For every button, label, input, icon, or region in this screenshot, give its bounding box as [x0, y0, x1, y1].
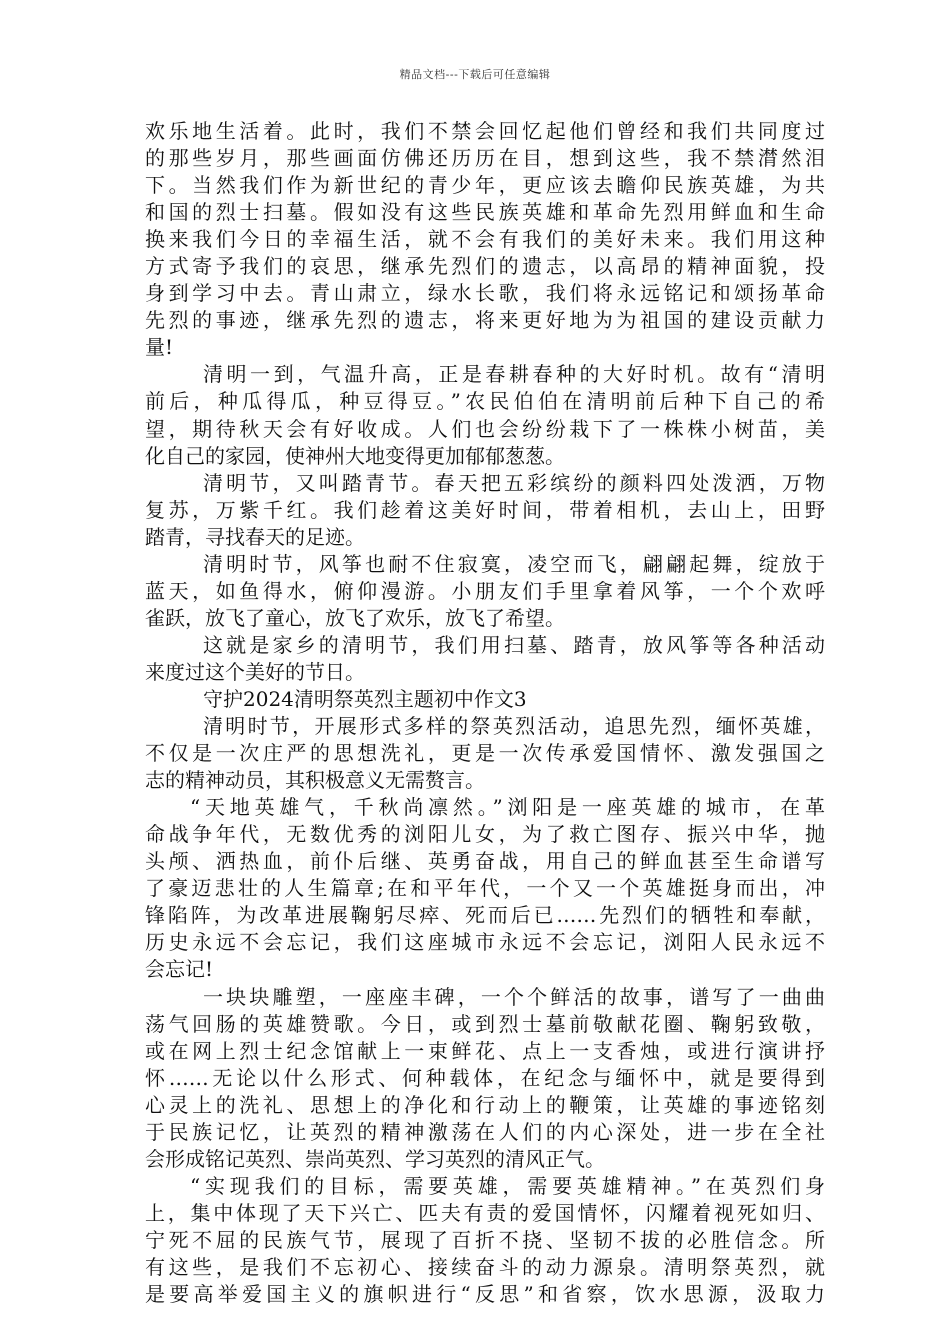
- text-line: 望，期待秋天会有好收成。人们也会纷纷栽下了一株株小树苗，美: [145, 416, 825, 441]
- text-line: 心灵上的洗礼、思想上的净化和行动上的鞭策，让英雄的事迹铭刻: [145, 1092, 825, 1117]
- text-line: 下。当然我们作为新世纪的青少年，更应该去瞻仰民族英雄，为共: [145, 173, 825, 198]
- text-line: 会忘记!: [145, 957, 214, 982]
- text-line: 复苏，万紫千红。我们趁着这美好时间，带着相机，去山上，田野: [145, 497, 825, 522]
- text-line: 前后，种瓜得瓜，种豆得豆。”农民伯伯在清明前后种下自己的希: [145, 389, 825, 414]
- text-line: 不仅是一次庄严的思想洗礼，更是一次传承爱国情怀、激发强国之: [145, 741, 825, 766]
- text-line: 方式寄予我们的哀思，继承先烈们的遗志，以高昂的精神面貌，投: [145, 254, 825, 279]
- text-line: 锋陷阵，为改革进展鞠躬尽瘁、死而后已……先烈们的牺牲和奉献，: [145, 903, 825, 928]
- section-heading: 守护2024清明祭英烈主题初中作文3: [203, 686, 527, 711]
- text-line: 于民族记忆，让英烈的精神激荡在人们的内心深处，进一步在全社: [145, 1119, 825, 1144]
- text-line: 了豪迈悲壮的人生篇章;在和平年代，一个又一个英雄挺身而出，冲: [145, 876, 825, 901]
- text-line: 头颅、洒热血，前仆后继、英勇奋战，用自己的鲜血甚至生命谱写: [145, 849, 825, 874]
- text-line: 历史永远不会忘记，我们这座城市永远不会忘记，浏阳人民永远不: [145, 930, 825, 955]
- text-line: 有这些，是我们不忘初心、接续奋斗的动力源泉。清明祭英烈，就: [145, 1254, 825, 1279]
- text-line: 欢乐地生活着。此时，我们不禁会回忆起他们曾经和我们共同度过: [145, 119, 825, 143]
- text-line: 换来我们今日的幸福生活，就不会有我们的美好未来。我们用这种: [145, 227, 825, 252]
- text-line: 蓝天，如鱼得水，俯仰漫游。小朋友们手里拿着风筝，一个个欢呼: [145, 578, 825, 603]
- paragraph-first-line: 清明节，又叫踏青节。春天把五彩缤纷的颜料四处泼洒，万物: [203, 470, 825, 495]
- text-line: 和国的烈士扫墓。假如没有这些民族英雄和革命先烈用鲜血和生命: [145, 200, 825, 225]
- text-line: 量!: [145, 335, 174, 360]
- paragraph-first-line: “天地英雄气，千秋尚凛然。”浏阳是一座英雄的城市，在革: [190, 795, 825, 820]
- text-line: 是要高举爱国主义的旗帜进行“反思”和省察，饮水思源，汲取力: [145, 1282, 825, 1307]
- text-line: 或在网上烈士纪念馆献上一束鲜花、点上一支香烛，或进行演讲抒: [145, 1038, 825, 1063]
- paragraph-first-line: 这就是家乡的清明节，我们用扫墓、踏青，放风筝等各种活动: [203, 632, 825, 657]
- text-line: 命战争年代，无数优秀的浏阳儿女，为了救亡图存、振兴中华，抛: [145, 822, 825, 847]
- document-body: [145, 118, 825, 1308]
- text-line: 雀跃，放飞了童心，放飞了欢乐，放飞了希望。: [145, 605, 565, 630]
- text-line: 宁死不屈的民族气节，展现了百折不挠、坚韧不拔的必胜信念。所: [145, 1227, 825, 1252]
- paragraph-first-line: 清明时节，风筝也耐不住寂寞，凌空而飞，翩翩起舞，绽放于: [203, 551, 825, 576]
- text-line: 怀……无论以什么形式、何种载体，在纪念与缅怀中，就是要得到: [145, 1065, 825, 1090]
- text-line: 化自己的家园，使神州大地变得更加郁郁葱葱。: [145, 443, 565, 468]
- text-line: 踏青，寻找春天的足迹。: [145, 524, 365, 549]
- text-line: 上，集中体现了天下兴亡、匹夫有责的爱国情怀，闪耀着视死如归、: [145, 1200, 825, 1225]
- text-line: 先烈的事迹，继承先烈的遗志，将来更好地为为祖国的建设贡献力: [145, 308, 825, 333]
- paragraph-first-line: 清明时节，开展形式多样的祭英烈活动，追思先烈，缅怀英雄，: [203, 714, 825, 739]
- page-header: 精品文档---下载后可任意编辑: [399, 68, 551, 81]
- text-line: 志的精神动员，其积极意义无需赘言。: [145, 768, 485, 793]
- paragraph-first-line: 一块块雕塑，一座座丰碑，一个个鲜活的故事，谱写了一曲曲: [203, 984, 825, 1009]
- text-line: 来度过这个美好的节日。: [145, 659, 365, 684]
- text-line: 会形成铭记英烈、崇尚英烈、学习英烈的清风正气。: [145, 1146, 605, 1171]
- text-line: 的那些岁月，那些画面仿佛还历历在目，想到这些，我不禁潸然泪: [145, 146, 825, 171]
- paragraph-first-line: 清明一到，气温升高，正是春耕春种的大好时机。故有“清明: [203, 362, 825, 387]
- paragraph-first-line: “实现我们的目标，需要英雄，需要英雄精神。”在英烈们身: [190, 1173, 825, 1198]
- text-line: 身到学习中去。青山肃立，绿水长歌，我们将永远铭记和颂扬革命: [145, 281, 825, 306]
- text-line: 荡气回肠的英雄赞歌。今日，或到烈士墓前敬献花圈、鞠躬致敬，: [145, 1011, 825, 1036]
